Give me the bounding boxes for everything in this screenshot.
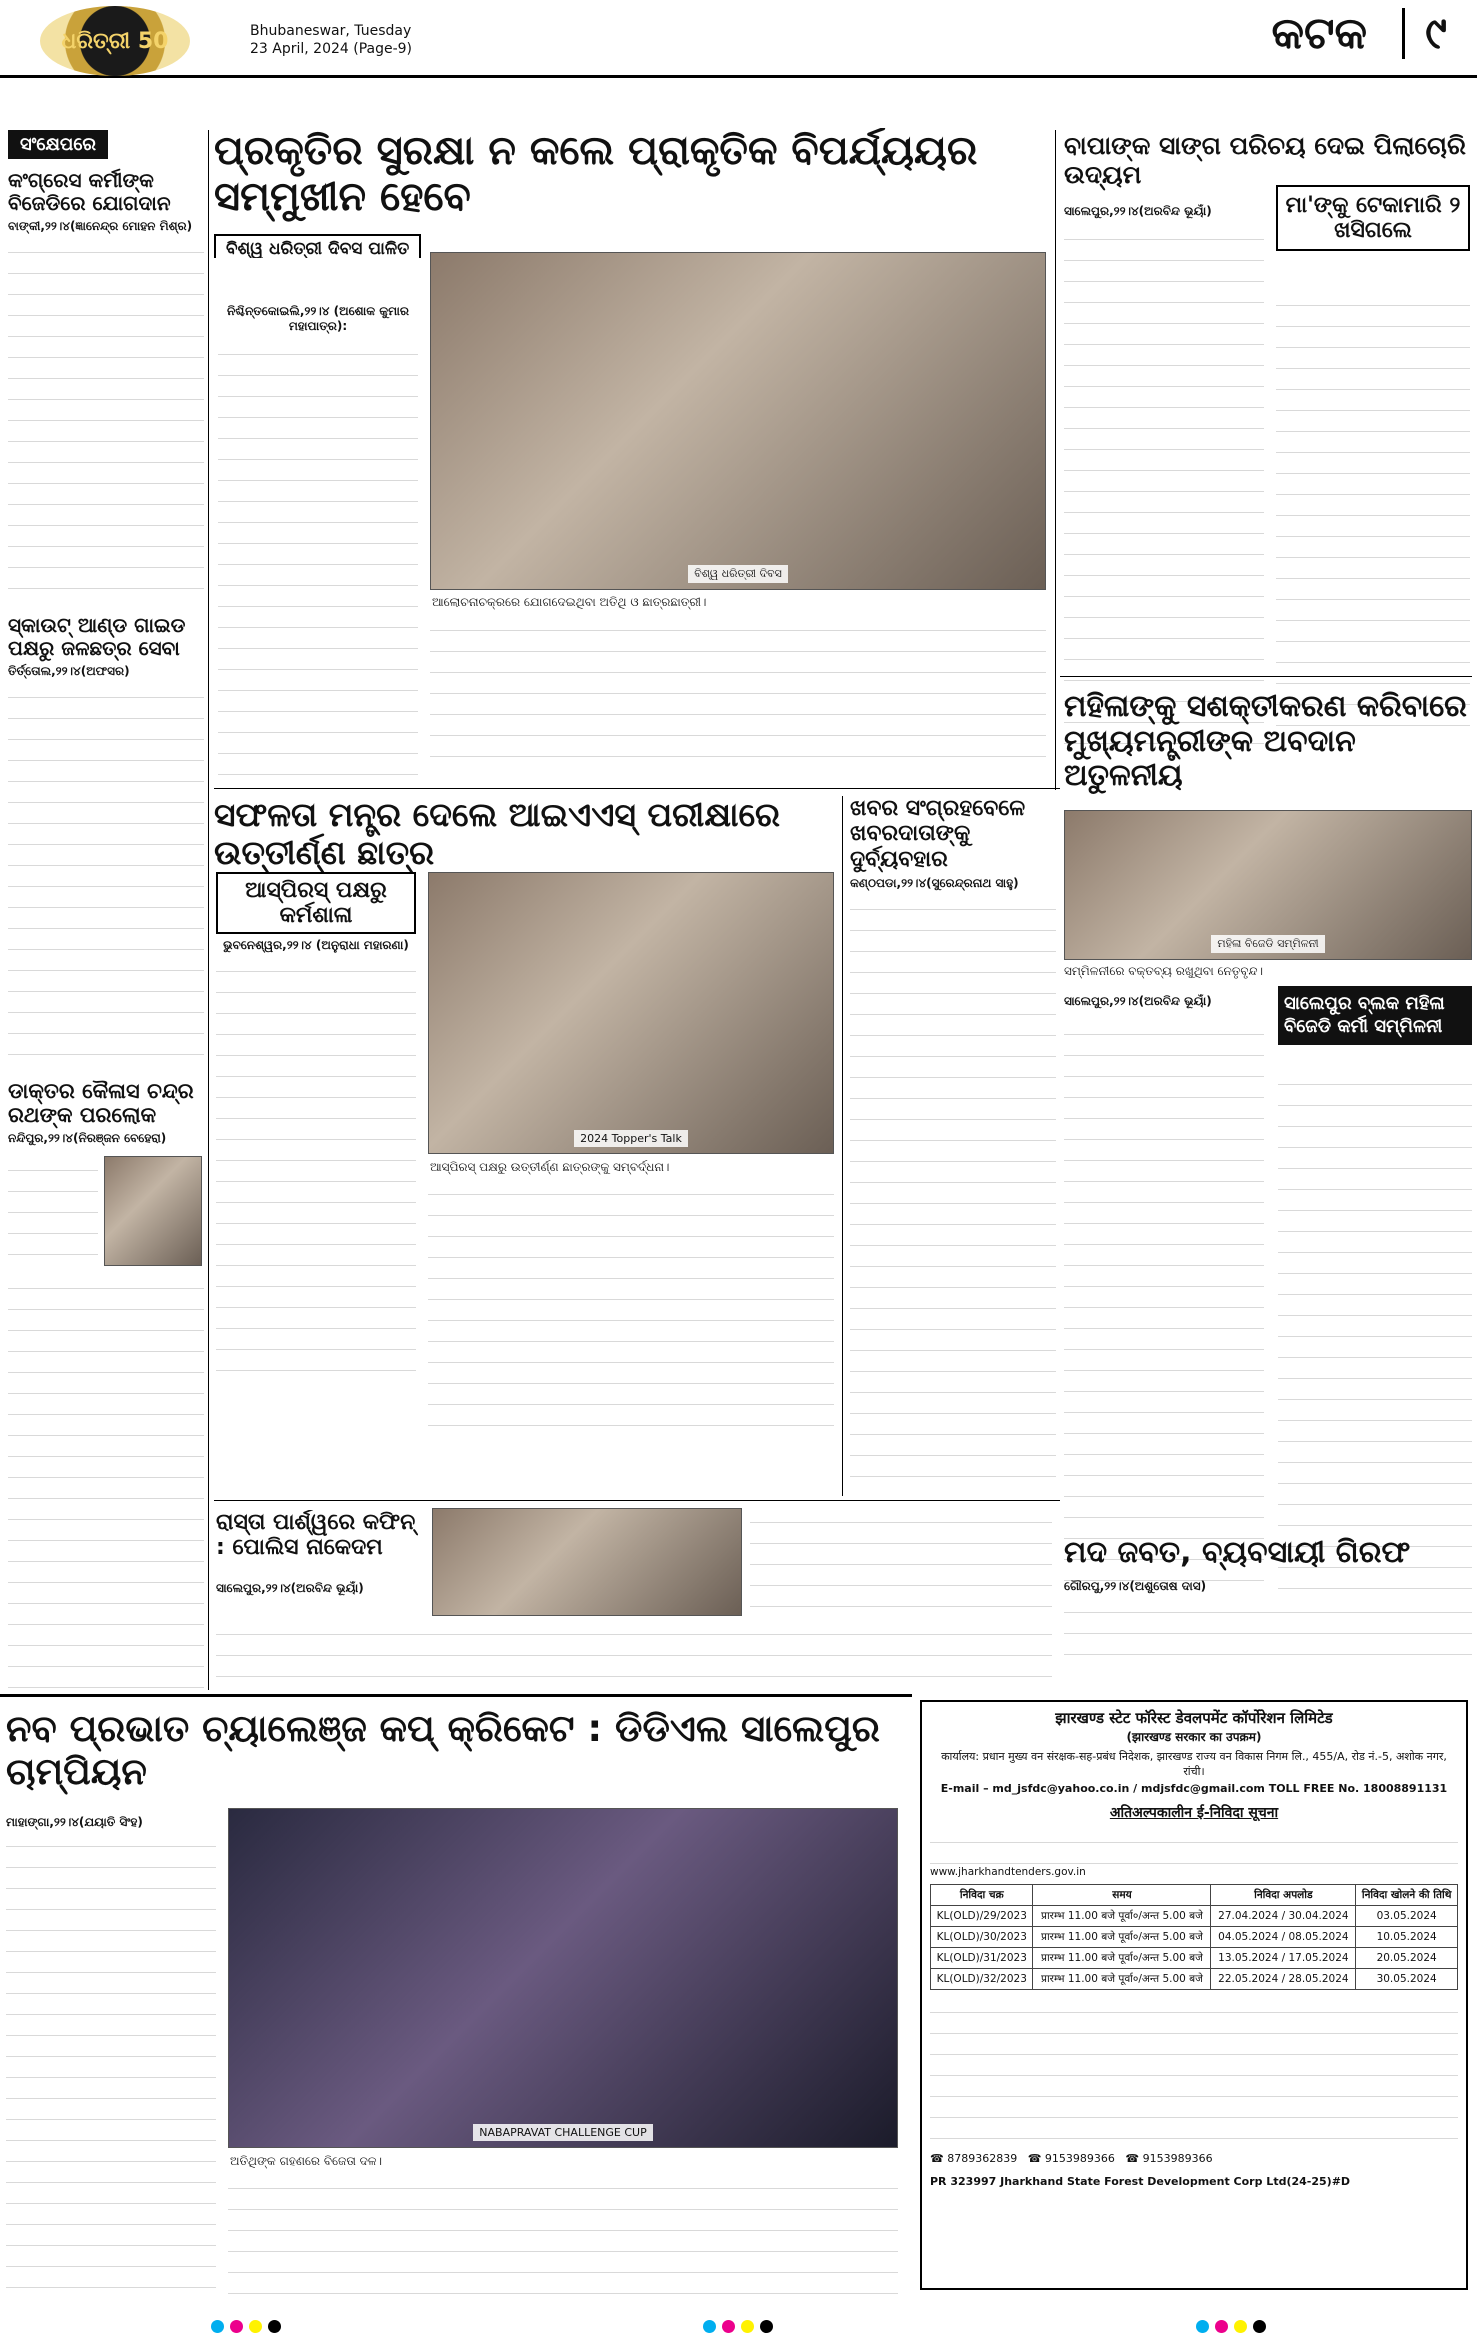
tender-phones: ☎ 8789362839 ☎ 9153989366 ☎ 9153989366 (930, 2152, 1213, 2165)
story-body (428, 1180, 834, 1440)
tender-advertisement (920, 1700, 1468, 2290)
tender-org-sub: (झारखण्ड सरकार का उपक्रम) (1126, 1730, 1262, 1744)
table-header: निविदा चक्र (931, 1885, 1033, 1906)
story-body (6, 1832, 216, 2302)
lead-kicker: ବିଶ୍ୱ ଧରିତ୍ରୀ ଦିବସ ପାଳିତ (214, 234, 421, 258)
tender-phone[interactable]: 8789362839 (947, 2152, 1018, 2165)
story-body (850, 895, 1056, 1495)
story-subheadline: ସାଲେପୁର ବ୍ଲକ ମହିଳା ବିଜେଡି କର୍ମୀ ସମ୍ମିଳନୀ (1278, 986, 1472, 1045)
tender-org: झारखण्ड स्टेट फॉरेस्ट डेवलपमेंट कॉर्पोरेशन लिमिटेड (1055, 1709, 1333, 1727)
story-byline: ଗୌରପୁ,୨୨।୪(ଅଶୁତୋଷ ଦାସ) (1064, 1578, 1207, 1593)
color-dots-icon (1193, 2318, 1269, 2337)
story-body (216, 957, 416, 1387)
lead-headline[interactable]: ପ୍ରକୃତିର ସୁରକ୍ଷା ନ କଲେ ପ୍ରାକୃତିକ ବିପର୍ଯ୍ୟୟର ସମ୍ମୁଖୀନ ହେବେ (214, 128, 978, 220)
women-meeting-photo: ମହିଳା ବିଜେଡି ସମ୍ମିଳନୀ (1064, 810, 1472, 960)
tender-phone[interactable]: 9153989366 (1142, 2152, 1213, 2165)
story-body (750, 1508, 1052, 1618)
briefs-column (8, 130, 204, 1690)
story-byline: ସାଲେପୁର,୨୨।୪(ଅରବିନ୍ଦ ଭୂୟାଁ) (1064, 203, 1212, 218)
tender-website[interactable]: www.jharkhandtenders.gov.in (930, 1866, 1086, 1878)
story-byline: କଣ୍ଠପଡା,୨୨।୪(ସୁରେନ୍ଦ୍ରନାଥ ସାହୁ) (850, 875, 1019, 890)
story-body (216, 1620, 1052, 1686)
brief-headline[interactable]: ସ୍କାଉଟ୍ ଆଣ୍ଡ ଗାଇଡ ପକ୍ଷରୁ ଜଳଛତ୍ର ସେବା (8, 613, 186, 660)
table-row: KL(OLD)/32/2023 प्रारम्भ 11.00 बजे पूर्वा०/अन्त 5.00 बजे 22.05.2024 / 28.05.2024 30.05.2024 (931, 1969, 1458, 1990)
column-rule (208, 130, 209, 1690)
story-headline[interactable]: ସଫଳତା ମନ୍ତ୍ର ଦେଲେ ଆଇଏଏସ୍ ପରୀକ୍ଷାରେ ଉତ୍ତୀର୍ଣ୍ଣ ଛାତ୍ର (214, 796, 781, 872)
lead-photo: ବିଶ୍ୱ ଧରିତ୍ରୀ ଦିବସ (430, 252, 1046, 590)
page-number: ୯ (1402, 8, 1447, 59)
color-dots-icon (700, 2318, 776, 2337)
story-body (1064, 225, 1264, 745)
brief-body (8, 1156, 98, 1266)
table-row: KL(OLD)/29/2023 प्रारम्भ 11.00 बजे पूर्वा०/अन्त 5.00 बजे 27.04.2024 / 30.04.2024 03.05.2024 (931, 1906, 1458, 1927)
story-byline: ମାହାଙ୍ଗା,୨୨।୪(ଯୟାତି ସିଂହ) (6, 1815, 143, 1830)
lead-byline: ନିଶ୍ଚିନ୍ତକୋଇଲି,୨୨।୪ (ଅଶୋକ କୁମାର ମହାପାତ୍ର): (227, 304, 409, 333)
masthead (0, 0, 1477, 78)
table-row: KL(OLD)/31/2023 प्रारम्भ 11.00 बजे पूर्वा०/अन्त 5.00 बजे 13.05.2024 / 17.05.2024 20.05.2024 (931, 1948, 1458, 1969)
column-rule (842, 796, 843, 1496)
obituary-photo (104, 1156, 202, 1266)
brief-headline[interactable]: କଂଗ୍ରେସ କର୍ମୀଙ୍କ ବିଜେଡିରେ ଯୋଗଦାନ (8, 168, 171, 215)
section-rule (0, 1694, 912, 1697)
story-headline[interactable]: ଖବର ସଂଗ୍ରହବେଳେ ଖବରଦାତାଙ୍କୁ ଦୁର୍ବ୍ୟବହାର (850, 796, 1026, 872)
story-caption: ଆସ୍ପିରସ୍ ପକ୍ଷରୁ ଉତ୍ତୀର୍ଣ୍ଣ ଛାତ୍ରଙ୍କୁ ସମ୍ବର୍ଦ୍ଧନା। (430, 1160, 670, 1174)
cricket-team-photo: NABAPRAVAT CHALLENGE CUP (228, 1808, 898, 2148)
lead-caption: ଆଲୋଚନାଚକ୍ରରେ ଯୋଗଦେଇଥିବା ଅତିଥି ଓ ଛାତ୍ରଛାତ୍ରୀ। (432, 595, 707, 609)
brief-headline[interactable]: ଡାକ୍ତର କୈଳାସ ଚନ୍ଦ୍ର ରଥଙ୍କ ପରଲୋକ (8, 1079, 194, 1128)
story-headline[interactable]: ମଦ ଜବତ, ବ୍ୟବସାୟୀ ଗିରଫ (1064, 1536, 1411, 1570)
tender-intro (930, 1828, 1458, 1866)
tender-table (930, 1884, 1458, 1990)
story-byline: ସାଲେପୁର,୨୨।୪(ଅରବିନ୍ଦ ଭୂୟାଁ) (216, 1580, 364, 1595)
story-rule (214, 788, 1060, 789)
story-caption: ଅତିଥିଙ୍କ ଗହଣରେ ବିଜେତା ଦଳ। (230, 2154, 382, 2168)
tender-notice-title: अतिअल्पकालीन ई-निविदा सूचना (1109, 1805, 1279, 1821)
story-headline[interactable]: ମହିଳାଙ୍କୁ ସଶକ୍ତୀକରଣ କରିବାରେ ମୁଖ୍ୟମନ୍ତ୍ରୀଙ୍କ ଅବଦାନ ଅତୁଳନୀୟ (1064, 690, 1467, 793)
story-rule (1060, 676, 1472, 677)
briefs-tag: ସଂକ୍ଷେପରେ (8, 130, 108, 159)
tender-pr-number: PR 323997 Jharkhand State Forest Development Corp Ltd(24-25)#D (930, 2175, 1351, 2188)
lead-story-header (214, 128, 1050, 258)
story-subheadline: ମା'ଙ୍କୁ ଟେକାମାରି ୨ ଖସିଗଲେ (1276, 185, 1470, 251)
story-headline[interactable]: ବାପାଙ୍କ ସାଙ୍ଗ ପରିଚୟ ଦେଇ ପିଲାଚୋରି ଉଦ୍ୟମ (1064, 132, 1466, 189)
table-header: निविदा खोलने की तिथि (1356, 1885, 1458, 1906)
story-body (1064, 1598, 1472, 1668)
brief-byline: ନନ୍ଦିପୁର,୨୨।୪(ନିରଞ୍ଜନ ବେହେରା) (8, 1131, 167, 1146)
story-rule (214, 1500, 1060, 1501)
lead-left-column (218, 300, 418, 780)
tender-contact: E-mail – md_jsfdc@yahoo.co.in / mdjsfdc@gmail.com TOLL FREE No. 18008891131 (940, 1782, 1448, 1795)
ias-photo: 2024 Topper's Talk (428, 872, 834, 1154)
ias-story-header (214, 796, 834, 876)
coffin-photo (432, 1508, 742, 1616)
ias-left-column (216, 872, 416, 1432)
table-row: KL(OLD)/30/2023 प्रारम्भ 11.00 बजे पूर्वा०/अन्त 5.00 बजे 04.05.2024 / 08.05.2024 10.05.2024 (931, 1927, 1458, 1948)
story-body (228, 2174, 898, 2302)
liquor-seizure-story (1064, 1536, 1472, 1686)
column-rule (1055, 130, 1056, 790)
dateline: Bhubaneswar, Tuesday 23 April, 2024 (Page-9) (250, 23, 413, 57)
brief-byline: ତିର୍ତ୍ତୋଲ,୨୨।୪(ଅଫସର) (8, 664, 130, 678)
section-city: କଟକ (1271, 8, 1367, 59)
story-byline: ଭୁବନେଶ୍ୱର,୨୨।୪ (ଅନୁରାଧା ମହାରଣା) (223, 938, 409, 952)
brief-body (8, 238, 204, 598)
table-header: निविदा अपलोड (1211, 1885, 1356, 1906)
cricket-story (6, 1708, 910, 2308)
table-header: समय (1033, 1885, 1211, 1906)
brief-body (8, 683, 204, 1063)
tender-office: कार्यालय: प्रधान मुख्य वन संरक्षक-सह-प्रबंध निदेशक, झारखण्ड राज्य वन विकास निगम लि., 455/A, रोड नं.-5, अशोक नगर, रांची। (941, 1750, 1447, 1778)
story-headline[interactable]: ରାସ୍ତା ପାର୍ଶ୍ୱରେ କଫିନ୍ : ପୋଲିସ ନାକେଦମ (216, 1510, 416, 1561)
story-headline[interactable]: ନବ ପ୍ରଭାତ ଚ୍ୟାଲେଞ୍ଜ କପ୍ କ୍ରିକେଟ : ଡିଡିଏଲ ସାଲେପୁର ଚାମ୍ପିୟନ (6, 1708, 880, 1793)
print-registration-marks (0, 2316, 1477, 2338)
newspaper-logo[interactable]: ଧରିତ୍ରୀ 50 (40, 6, 190, 76)
lead-body (430, 616, 1046, 776)
color-dots-icon (208, 2318, 284, 2337)
brief-byline: ବାଙ୍କୀ,୨୨।୪(ଜ୍ଞାନେନ୍ଦ୍ର ମୋହନ ମିଶ୍ର) (8, 219, 193, 233)
story-byline: ସାଲେପୁର,୨୨।୪(ଅରବିନ୍ଦ ଭୂୟାଁ) (1064, 994, 1212, 1008)
tender-terms (930, 1998, 1458, 2148)
lead-body (218, 340, 418, 780)
tender-phone[interactable]: 9153989366 (1044, 2152, 1115, 2165)
reporter-story (850, 796, 1056, 1496)
story-caption: ସମ୍ମିଳନୀରେ ବକ୍ତବ୍ୟ ରଖୁଥିବା ନେତୃବୃନ୍ଦ। (1064, 964, 1264, 978)
story-subheadline: ଆସ୍ପିରସ୍ ପକ୍ଷରୁ କର୍ମଶାଳା (216, 872, 416, 934)
brief-body (8, 1274, 204, 1690)
